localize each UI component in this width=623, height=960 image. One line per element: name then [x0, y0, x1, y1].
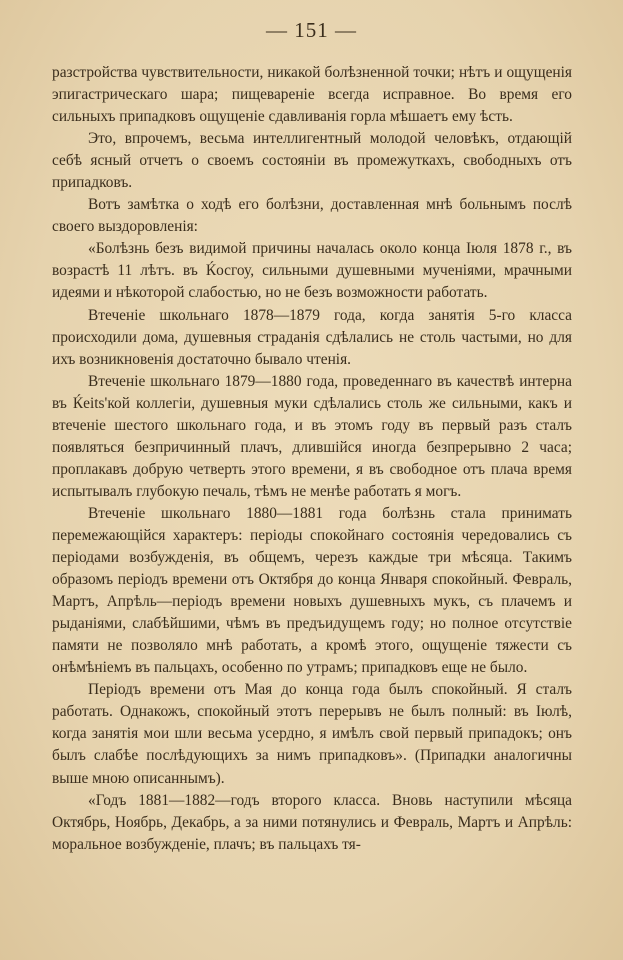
quote-paragraph: «Годъ 1881—1882—годъ второго класса. Вновь наступили мѣсяца Октябрь, Ноябрь, Декабрь, а за ними потянулись и Февраль, Мартъ и Апрѣль: моральное возбужденіе, плачъ; въ пальцахъ тя-	[52, 791, 572, 853]
paragraph: Періодъ времени отъ Мая до конца года былъ спокойный. Я сталъ работать. Однакожъ, спокойный этотъ перерывъ не былъ полный: въ Іюлѣ, когда занятія мои шли весьма усердно, я имѣлъ свой первый припадокъ; онъ былъ слабѣе послѣдующихъ за нимъ припадковъ». (Припадки аналогичны выше мною описаннымъ).	[52, 681, 572, 787]
paragraph: Втеченіе школьнаго 1879—1880 года, проведеннаго въ качествѣ интерна въ Ќеіts'кой коллегіи, душевныя муки сдѣлались столь же сильными, какъ и втеченіе шестого школьнаго года, и въ этомъ году въ первый разъ сталъ появляться безпричинный плачъ, длившійся иногда безпрерывно 2 часа; проплакавъ добрую четверть этого времени, я въ свободное отъ плача время испытывалъ глубокую печаль, тѣмъ не менѣе работать я могъ.	[52, 372, 572, 500]
body-text	[52, 62, 572, 856]
paragraph: Это, впрочемъ, весьма интеллигентный молодой человѣкъ, отдающій себѣ ясный отчетъ о своемъ состояніи въ промежуткахъ, свободныхъ отъ припадковъ.	[52, 130, 572, 192]
paragraph: Втеченіе школьнаго 1878—1879 года, когда занятія 5-го класса происходили дома, душевныя страданія сдѣлались не столь частыми, но для ихъ возникновенія достаточно бывало чтенія.	[52, 306, 572, 368]
page-number: — 151 —	[266, 18, 357, 42]
paragraph: Вотъ замѣтка о ходѣ его болѣзни, доставленная мнѣ больнымъ послѣ своего выздоровленія:	[52, 196, 572, 236]
paragraph: Втеченіе школьнаго 1880—1881 года болѣзнь стала принимать перемежающійся характеръ: періоды спокойнаго состоянія чередовались съ періодами возбужденія, въ общемъ, черезъ каждые три мѣсяца. Такимъ образомъ періодъ времени отъ Октября до конца Января спокойный. Февраль, Мартъ, Апрѣль—періодъ времени новыхъ душевныхъ мукъ, съ плачемъ и рыданіями, слабѣйшими, чѣмъ въ предъидущемъ году; но полное отсутствіе памяти не позволяло мнѣ работать, а кромѣ этого, ощущеніе тяжести съ онѣмѣніемъ въ пальцахъ, особенно по утрамъ; припадковъ еще не было.	[52, 504, 572, 677]
quote-paragraph: «Болѣзнь безъ видимой причины началась около конца Іюля 1878 г., въ возрастѣ 11 лѣтъ. въ Ќосгоу, сильными душевными мученіями, мрачными идеями и нѣкоторой слабостью, но не безъ возможности работать.	[52, 240, 572, 302]
paragraph: разстройства чувствительности, никакой болѣзненной точки; нѣтъ и ощущенія эпигастрическаго шара; пищевареніе всегда исправное. Во время его сильныхъ припадковъ ощущеніе сдавливанія горла мѣшаетъ ему ѣсть.	[52, 64, 572, 126]
